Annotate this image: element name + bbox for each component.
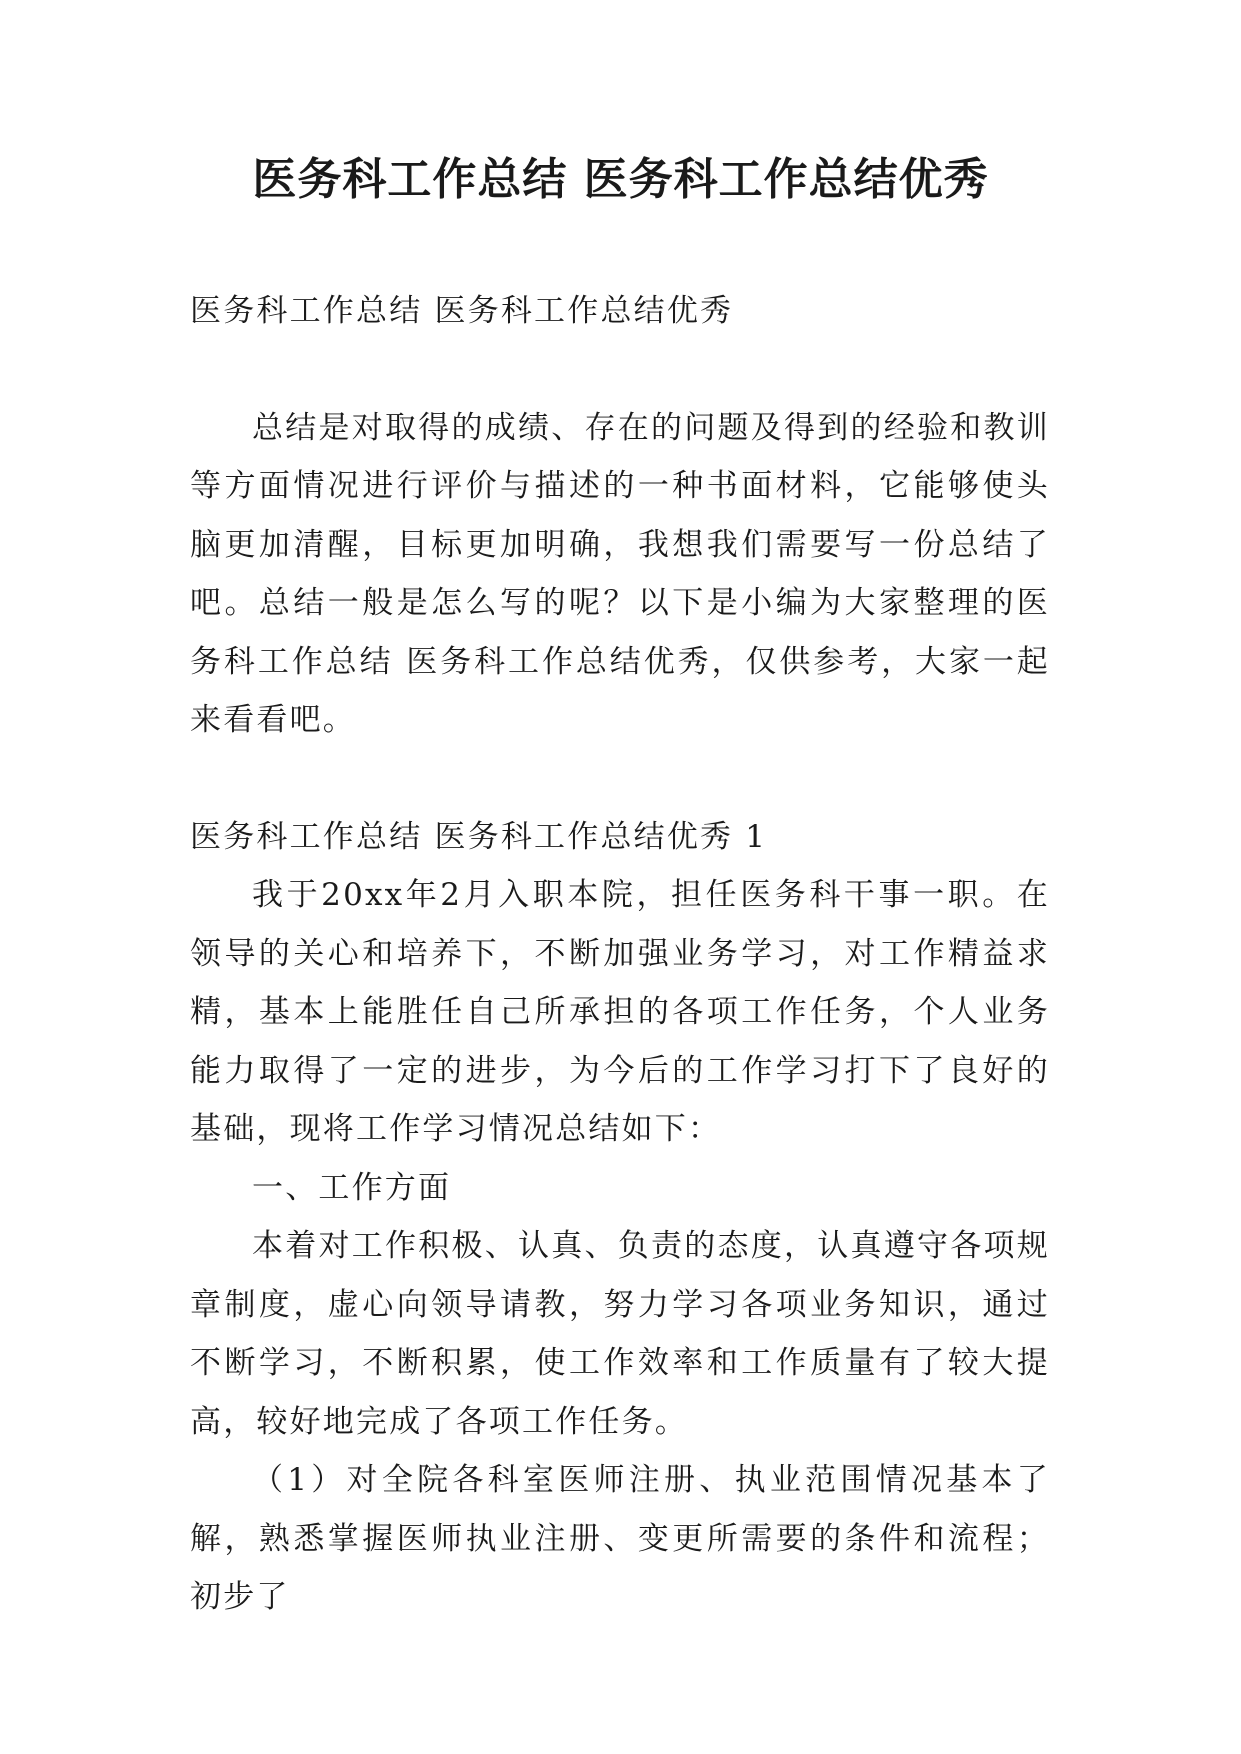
intro-paragraph: 总结是对取得的成绩、存在的问题及得到的经验和教训等方面情况进行评价与描述的一种书面材料，它能够使头脑更加清醒，目标更加明确，我想我们需要写一份总结了吧。总结一般是怎么写的呢？以下是小编为大家整理的医务科工作总结 医务科工作总结优秀，仅供参考，大家一起来看看吧。	[190, 409, 1050, 738]
document-body	[190, 282, 1050, 1627]
document-title: 医务科工作总结 医务科工作总结优秀	[252, 154, 989, 205]
paragraph-2: 本着对工作积极、认真、负责的态度，认真遵守各项规章制度，虚心向领导请教，努力学习各项业务知识，通过不断学习，不断积累，使工作效率和工作质量有了较大提高，较好地完成了各项工作任务。	[190, 1228, 1050, 1440]
paragraph-3: （1）对全院各科室医师注册、执业范围情况基本了解，熟悉掌握医师执业注册、变更所需要的条件和流程；初步了	[190, 1462, 1050, 1615]
heading-work-aspect: 一、工作方面	[252, 1169, 452, 1206]
document-subtitle: 医务科工作总结 医务科工作总结优秀	[190, 293, 734, 329]
section-heading: 医务科工作总结 医务科工作总结优秀 1	[190, 818, 768, 855]
paragraph-1: 我于20xx年2月入职本院，担任医务科干事一职。在领导的关心和培养下，不断加强业务学习，对工作精益求精，基本上能胜任自己所承担的各项工作任务，个人业务能力取得了一定的进步，为今后的工作学习打下了良好的基础，现将工作学习情况总结如下：	[190, 877, 1050, 1147]
